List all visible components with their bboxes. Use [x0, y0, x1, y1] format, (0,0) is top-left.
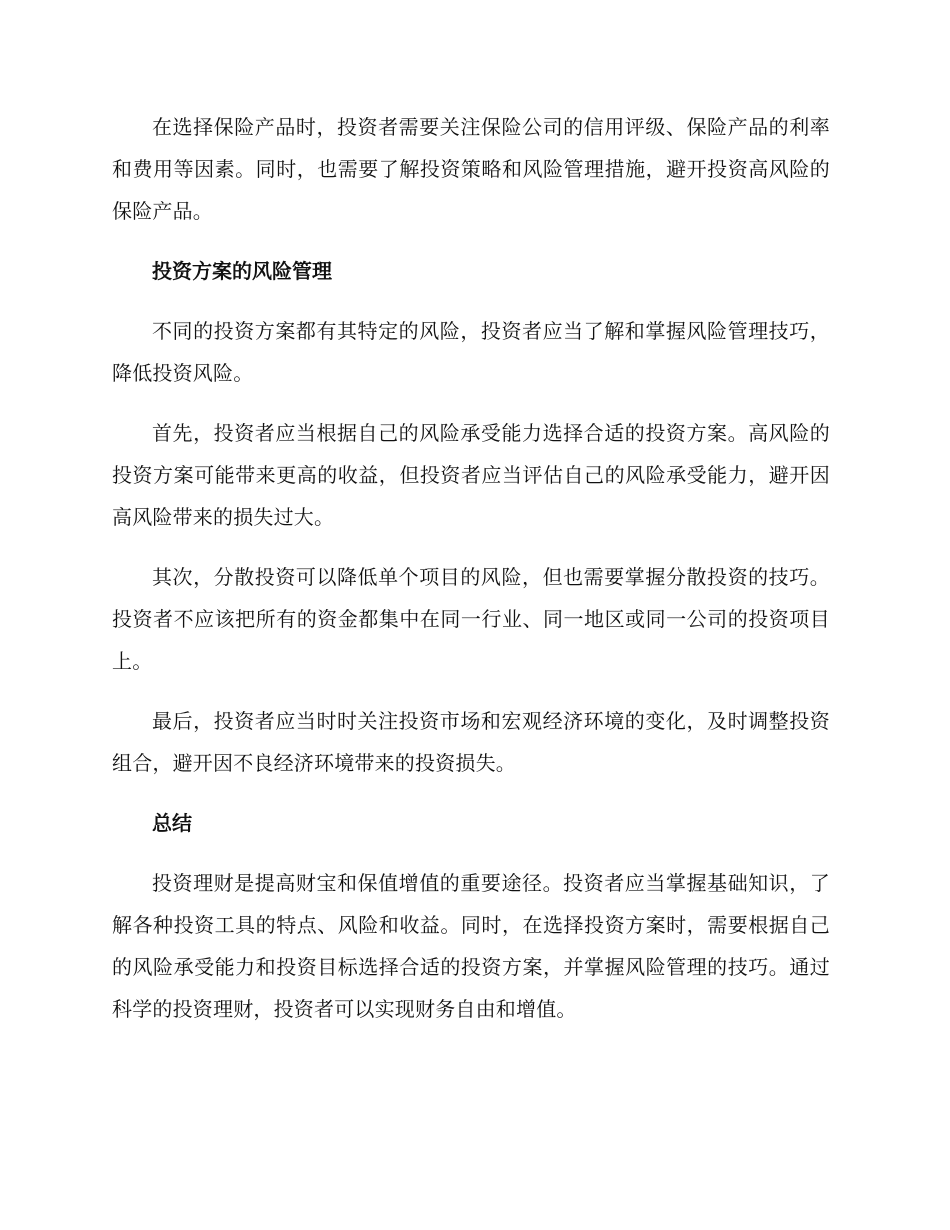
paragraph-risk-intro: 不同的投资方案都有其特定的风险，投资者应当了解和掌握风险管理技巧，降低投资风险。: [112, 319, 830, 385]
paragraph-last-point: 最后，投资者应当时时关注投资市场和宏观经济环境的变化，及时调整投资组合，避开因不良经济环境带来的投资损失。: [112, 709, 830, 775]
section-heading-risk-management: 投资方案的风险管理: [152, 259, 332, 283]
section-heading-summary: 总结: [152, 811, 192, 835]
paragraph-summary: 投资理财是提高财宝和保值增值的重要途径。投资者应当掌握基础知识，了解各种投资工具的特点、风险和收益。同时，在选择投资方案时，需要根据自己的风险承受能力和投资目标选择合适的投资方案，并掌握风险管理的技巧。通过科学的投资理财，投资者可以实现财务自由和增值。: [112, 871, 830, 1021]
paragraph-first-point: 首先，投资者应当根据自己的风险承受能力选择合适的投资方案。高风险的投资方案可能带来更高的收益，但投资者应当评估自己的风险承受能力，避开因高风险带来的损失过大。: [112, 421, 830, 529]
paragraph-insurance-selection: 在选择保险产品时，投资者需要关注保险公司的信用评级、保险产品的利率和费用等因素。同时，也需要了解投资策略和风险管理措施，避开投资高风险的保险产品。: [112, 115, 830, 223]
document-body: [112, 106, 830, 1048]
paragraph-second-point: 其次，分散投资可以降低单个项目的风险，但也需要掌握分散投资的技巧。投资者不应该把所有的资金都集中在同一行业、同一地区或同一公司的投资项目上。: [112, 565, 830, 673]
